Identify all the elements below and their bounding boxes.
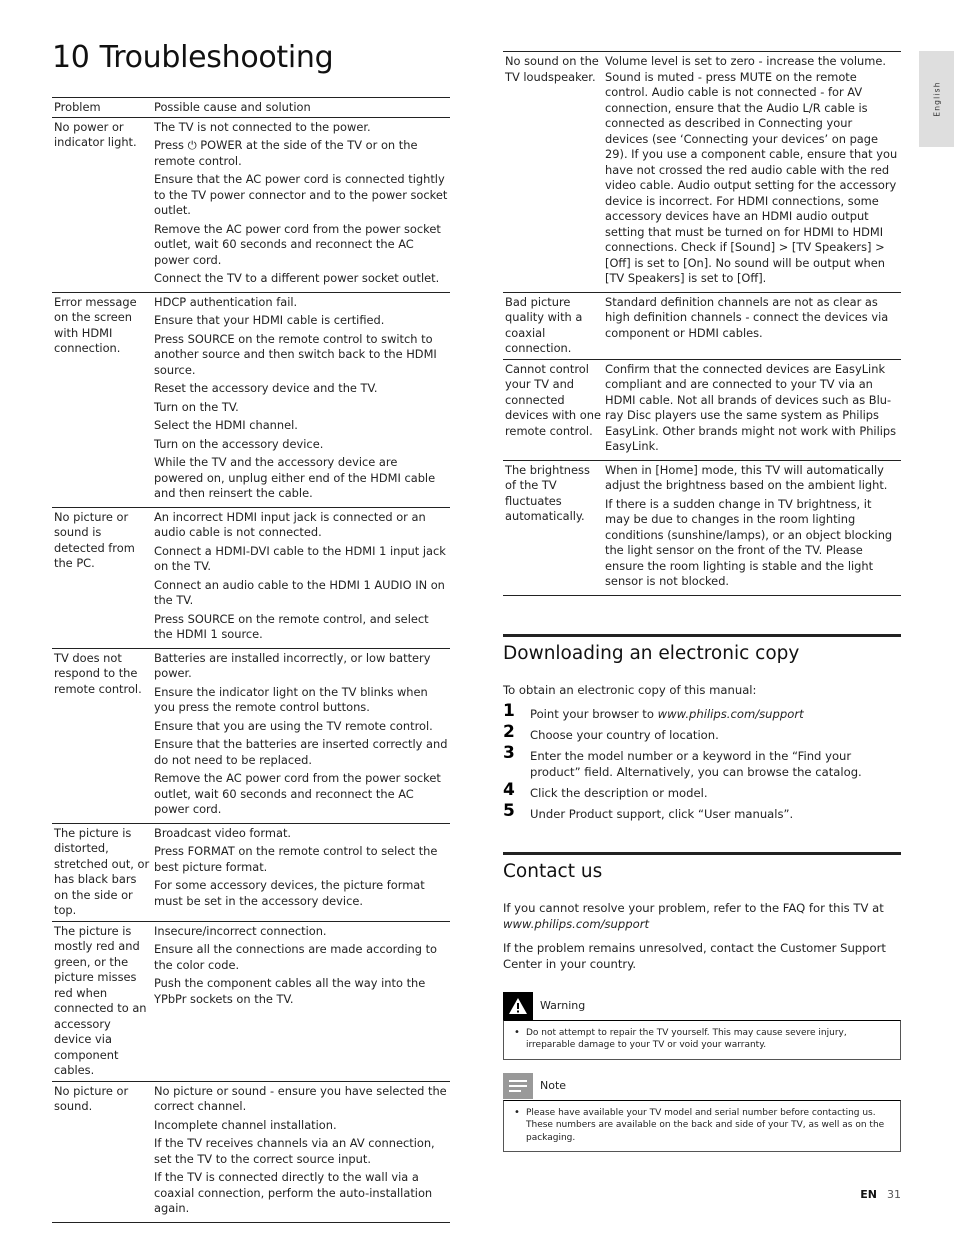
solution-cell xyxy=(603,359,901,460)
solution-text: Broadcast video format. xyxy=(154,825,292,840)
left-column xyxy=(52,40,450,1223)
problem-cell: The brightness of the TV fluctuates automatically. xyxy=(503,460,603,595)
problem-cell: No sound on the TV loudspeaker. xyxy=(503,52,603,293)
problem-cell: No picture or sound is detected from the PC. xyxy=(52,507,152,648)
page-title xyxy=(52,40,450,75)
chapter-title: Troubleshooting xyxy=(99,40,334,75)
solution-text: Select the HDMI channel. xyxy=(154,418,298,432)
note-label: Note xyxy=(540,1079,567,1092)
solution-text: Batteries are installed incorrectly, or low battery power. xyxy=(154,650,431,680)
solution-text: Ensure that the batteries are inserted correctly and do not need to be replaced. xyxy=(154,737,448,767)
list-item xyxy=(503,742,901,780)
solution-text: Push the component cables all the way into the YPbPr sockets on the TV. xyxy=(154,976,426,1006)
note-box xyxy=(503,1072,901,1153)
warning-box xyxy=(503,992,901,1060)
language-tab-label: English xyxy=(932,81,941,117)
step-number: 3 xyxy=(503,742,515,763)
download-section xyxy=(503,634,901,822)
page-number: 31 xyxy=(887,1188,901,1201)
solution-text: The TV is not connected to the power. xyxy=(154,119,371,134)
solution-text: Ensure all the connections are made according to the color code. xyxy=(154,942,438,972)
note-text: • Please have available your TV model and serial number before contacting us. These numbers are available on the back and side of your TV, as well as on the packaging. xyxy=(512,1107,892,1145)
solution-text: Turn on the accessory device. xyxy=(154,436,324,451)
table-row xyxy=(52,1081,450,1222)
solution-text: Press SOURCE on the remote control to switch to another source and then switch back to the HDMI source. xyxy=(154,331,437,377)
solution-cell xyxy=(152,921,450,1081)
solution-text: Incomplete channel installation. xyxy=(154,1117,337,1132)
table-row xyxy=(52,823,450,921)
solution-text: If the TV receives channels via an AV connection, set the TV to the correct source input. xyxy=(154,1136,435,1166)
solution-text: If the TV is connected directly to the wall via a coaxial connection, perform the auto-installation again. xyxy=(154,1170,433,1215)
step-number: 5 xyxy=(503,800,515,821)
warning-header xyxy=(503,992,901,1020)
solution-text: Turn on the TV. xyxy=(154,399,239,414)
solution-text: Confirm that the connected devices are EasyLink compliant and are connected to your TV via an HDMI cable. Not all brands of devices such as Blu-ray Disc players use the same system as Philips EasyLink. Other brands might not work with Philips EasyLink. xyxy=(605,361,897,453)
table-row xyxy=(503,52,901,293)
troubleshooting-table xyxy=(52,97,450,1223)
step-number: 2 xyxy=(503,721,515,742)
warning-label: Warning xyxy=(540,999,586,1012)
step-text: Enter the model number or a keyword in the “Find your product” field. Alternatively, you can browse the catalog. xyxy=(530,748,862,779)
warning-text: • Do not attempt to repair the TV yourself. This may cause severe injury, irreparable damage to your TV or void your warranty. xyxy=(512,1027,892,1052)
contact-heading: Contact us xyxy=(503,860,603,882)
chapter-number: 10 xyxy=(52,40,90,75)
table-row xyxy=(503,359,901,460)
download-heading: Downloading an electronic copy xyxy=(503,642,800,664)
solution-cell xyxy=(603,52,901,293)
step-url-link[interactable]: www.philips.com/support xyxy=(657,706,804,721)
problem-cell: Cannot control your TV and connected devices with one remote control. xyxy=(503,359,603,460)
contact-url-link[interactable]: www.philips.com/support xyxy=(503,916,650,931)
solution-text: If there is a sudden change in TV brightness, it may be due to changes in the room lighting conditions (sunshine/lamps), or an object blocking the light sensor on the front of the TV. Please ensure the room lighting is stable and the light sensor is not blocked. xyxy=(605,496,893,588)
step-number: 4 xyxy=(503,779,515,800)
note-icon xyxy=(503,1073,533,1099)
solution-text: Press ⏻ POWER at the side of the TV or on the remote control. xyxy=(154,138,418,168)
warning-body xyxy=(503,1020,901,1060)
problem-cell: No power or indicator light. xyxy=(52,117,152,292)
solution-text: Connect a HDMI-DVI cable to the HDMI 1 input jack on the TV. xyxy=(154,543,446,573)
solution-text: Connect an audio cable to the HDMI 1 AUDIO IN on the TV. xyxy=(154,577,445,607)
solution-text: No picture or sound - ensure you have selected the correct channel. xyxy=(154,1083,447,1113)
download-steps xyxy=(503,700,901,822)
contact-text-1-label: If you cannot resolve your problem, refer to the FAQ for this TV at xyxy=(503,900,884,915)
note-header xyxy=(503,1072,901,1100)
step-text: Point your browser to xyxy=(530,706,658,721)
note-body xyxy=(503,1100,901,1153)
list-item xyxy=(503,721,901,743)
solution-cell xyxy=(152,823,450,921)
solution-cell xyxy=(152,648,450,823)
problem-cell: Error message on the screen with HDMI connection. xyxy=(52,292,152,507)
solution-cell xyxy=(152,507,450,648)
table-row xyxy=(52,507,450,648)
table-row xyxy=(52,648,450,823)
step-number: 1 xyxy=(503,700,515,721)
warning-icon xyxy=(503,992,533,1020)
step-text: Under Product support, click “User manuals”. xyxy=(530,806,794,821)
problem-cell: TV does not respond to the remote control. xyxy=(52,648,152,823)
contact-text-1 xyxy=(503,900,901,932)
solution-text: Connect the TV to a different power socket outlet. xyxy=(154,271,440,285)
solution-text: HDCP authentication fail. xyxy=(154,294,298,309)
solution-cell xyxy=(152,1081,450,1222)
header-solution: Possible cause and solution xyxy=(152,98,450,118)
solution-text: Reset the accessory device and the TV. xyxy=(154,381,378,395)
problem-cell: Bad picture quality with a coaxial connection. xyxy=(503,292,603,359)
page-footer xyxy=(860,1188,901,1201)
list-item xyxy=(503,700,901,722)
list-item xyxy=(503,800,901,822)
table-row xyxy=(52,292,450,507)
table-header-row xyxy=(52,98,450,118)
footer-language: EN xyxy=(860,1188,877,1201)
table-row xyxy=(503,292,901,359)
troubleshooting-table-continued-body xyxy=(503,52,901,596)
solution-text: Ensure that your HDMI cable is certified. xyxy=(154,313,385,327)
solution-text: Volume level is set to zero - increase the volume. Sound is muted - press MUTE on the remote control. Audio cable is not connected - for AV connection, ensure that the Audio L/R cable is connected as described in Connecting your devices (see ‘Connecting your devices’ on page 29). If you use a component cable, ensure that you have not crossed the red audio cable with the red video cable. Audio output setting for the accessory device is incorrect. For HDMI connections, some accessory devices have an HDMI audio output setting that must be turned on for HDMI to HDMI connections. Check if [Sound] > [TV Speakers] > [Off] is set to [On]. No sound will be output when [TV Speakers] is set to [Off]. xyxy=(605,54,898,285)
solution-text: For some accessory devices, the picture format must be set in the accessory device. xyxy=(154,878,425,908)
list-item xyxy=(503,779,901,801)
solution-text: An incorrect HDMI input jack is connected or an audio cable is not connected. xyxy=(154,509,426,539)
right-column xyxy=(503,51,901,1152)
problem-cell: No picture or sound. xyxy=(52,1081,152,1222)
solution-text: Remove the AC power cord from the power socket outlet, wait 60 seconds and reconnect the AC power cord. xyxy=(154,221,441,267)
solution-text: Press SOURCE on the remote control, and select the HDMI 1 source. xyxy=(154,611,429,641)
problem-cell: The picture is distorted, stretched out, or has black bars on the side or top. xyxy=(52,823,152,921)
contact-section xyxy=(503,852,901,972)
download-intro: To obtain an electronic copy of this manual: xyxy=(503,682,757,697)
troubleshooting-table-continued xyxy=(503,51,901,596)
solution-text: Ensure that you are using the TV remote control. xyxy=(154,718,433,733)
solution-cell xyxy=(603,460,901,595)
contact-text-2: If the problem remains unresolved, contact the Customer Support Center in your country. xyxy=(503,940,886,971)
solution-cell xyxy=(152,117,450,292)
solution-text: Remove the AC power cord from the power socket outlet, wait 60 seconds and reconnect the AC power cord. xyxy=(154,771,441,816)
table-row xyxy=(503,460,901,595)
solution-text: Press FORMAT on the remote control to select the best picture format. xyxy=(154,844,438,874)
problem-cell: The picture is mostly red and green, or the picture misses red when connected to an accessory device via component cables. xyxy=(52,921,152,1081)
solution-text: When in [Home] mode, this TV will automatically adjust the brightness based on the ambient light. xyxy=(605,462,888,492)
troubleshooting-table-body xyxy=(52,117,450,1222)
language-tab xyxy=(919,51,954,147)
solution-text: Standard definition channels are not as clear as high definition channels - connect the devices via component or HDMI cables. xyxy=(605,294,889,340)
solution-cell xyxy=(603,292,901,359)
table-row xyxy=(52,921,450,1081)
header-problem: Problem xyxy=(52,98,152,118)
solution-text: Ensure the indicator light on the TV blinks when you press the remote control buttons. xyxy=(154,684,428,714)
solution-text: Insecure/incorrect connection. xyxy=(154,923,327,938)
step-text: Click the description or model. xyxy=(530,785,708,800)
solution-text: While the TV and the accessory device are powered on, unplug either end of the HDMI cable and then reinsert the cable. xyxy=(154,455,436,500)
table-row xyxy=(52,117,450,292)
solution-text: Ensure that the AC power cord is connected tightly to the TV power connector and to the power socket outlet. xyxy=(154,172,448,217)
solution-cell xyxy=(152,292,450,507)
step-text: Choose your country of location. xyxy=(530,727,719,742)
